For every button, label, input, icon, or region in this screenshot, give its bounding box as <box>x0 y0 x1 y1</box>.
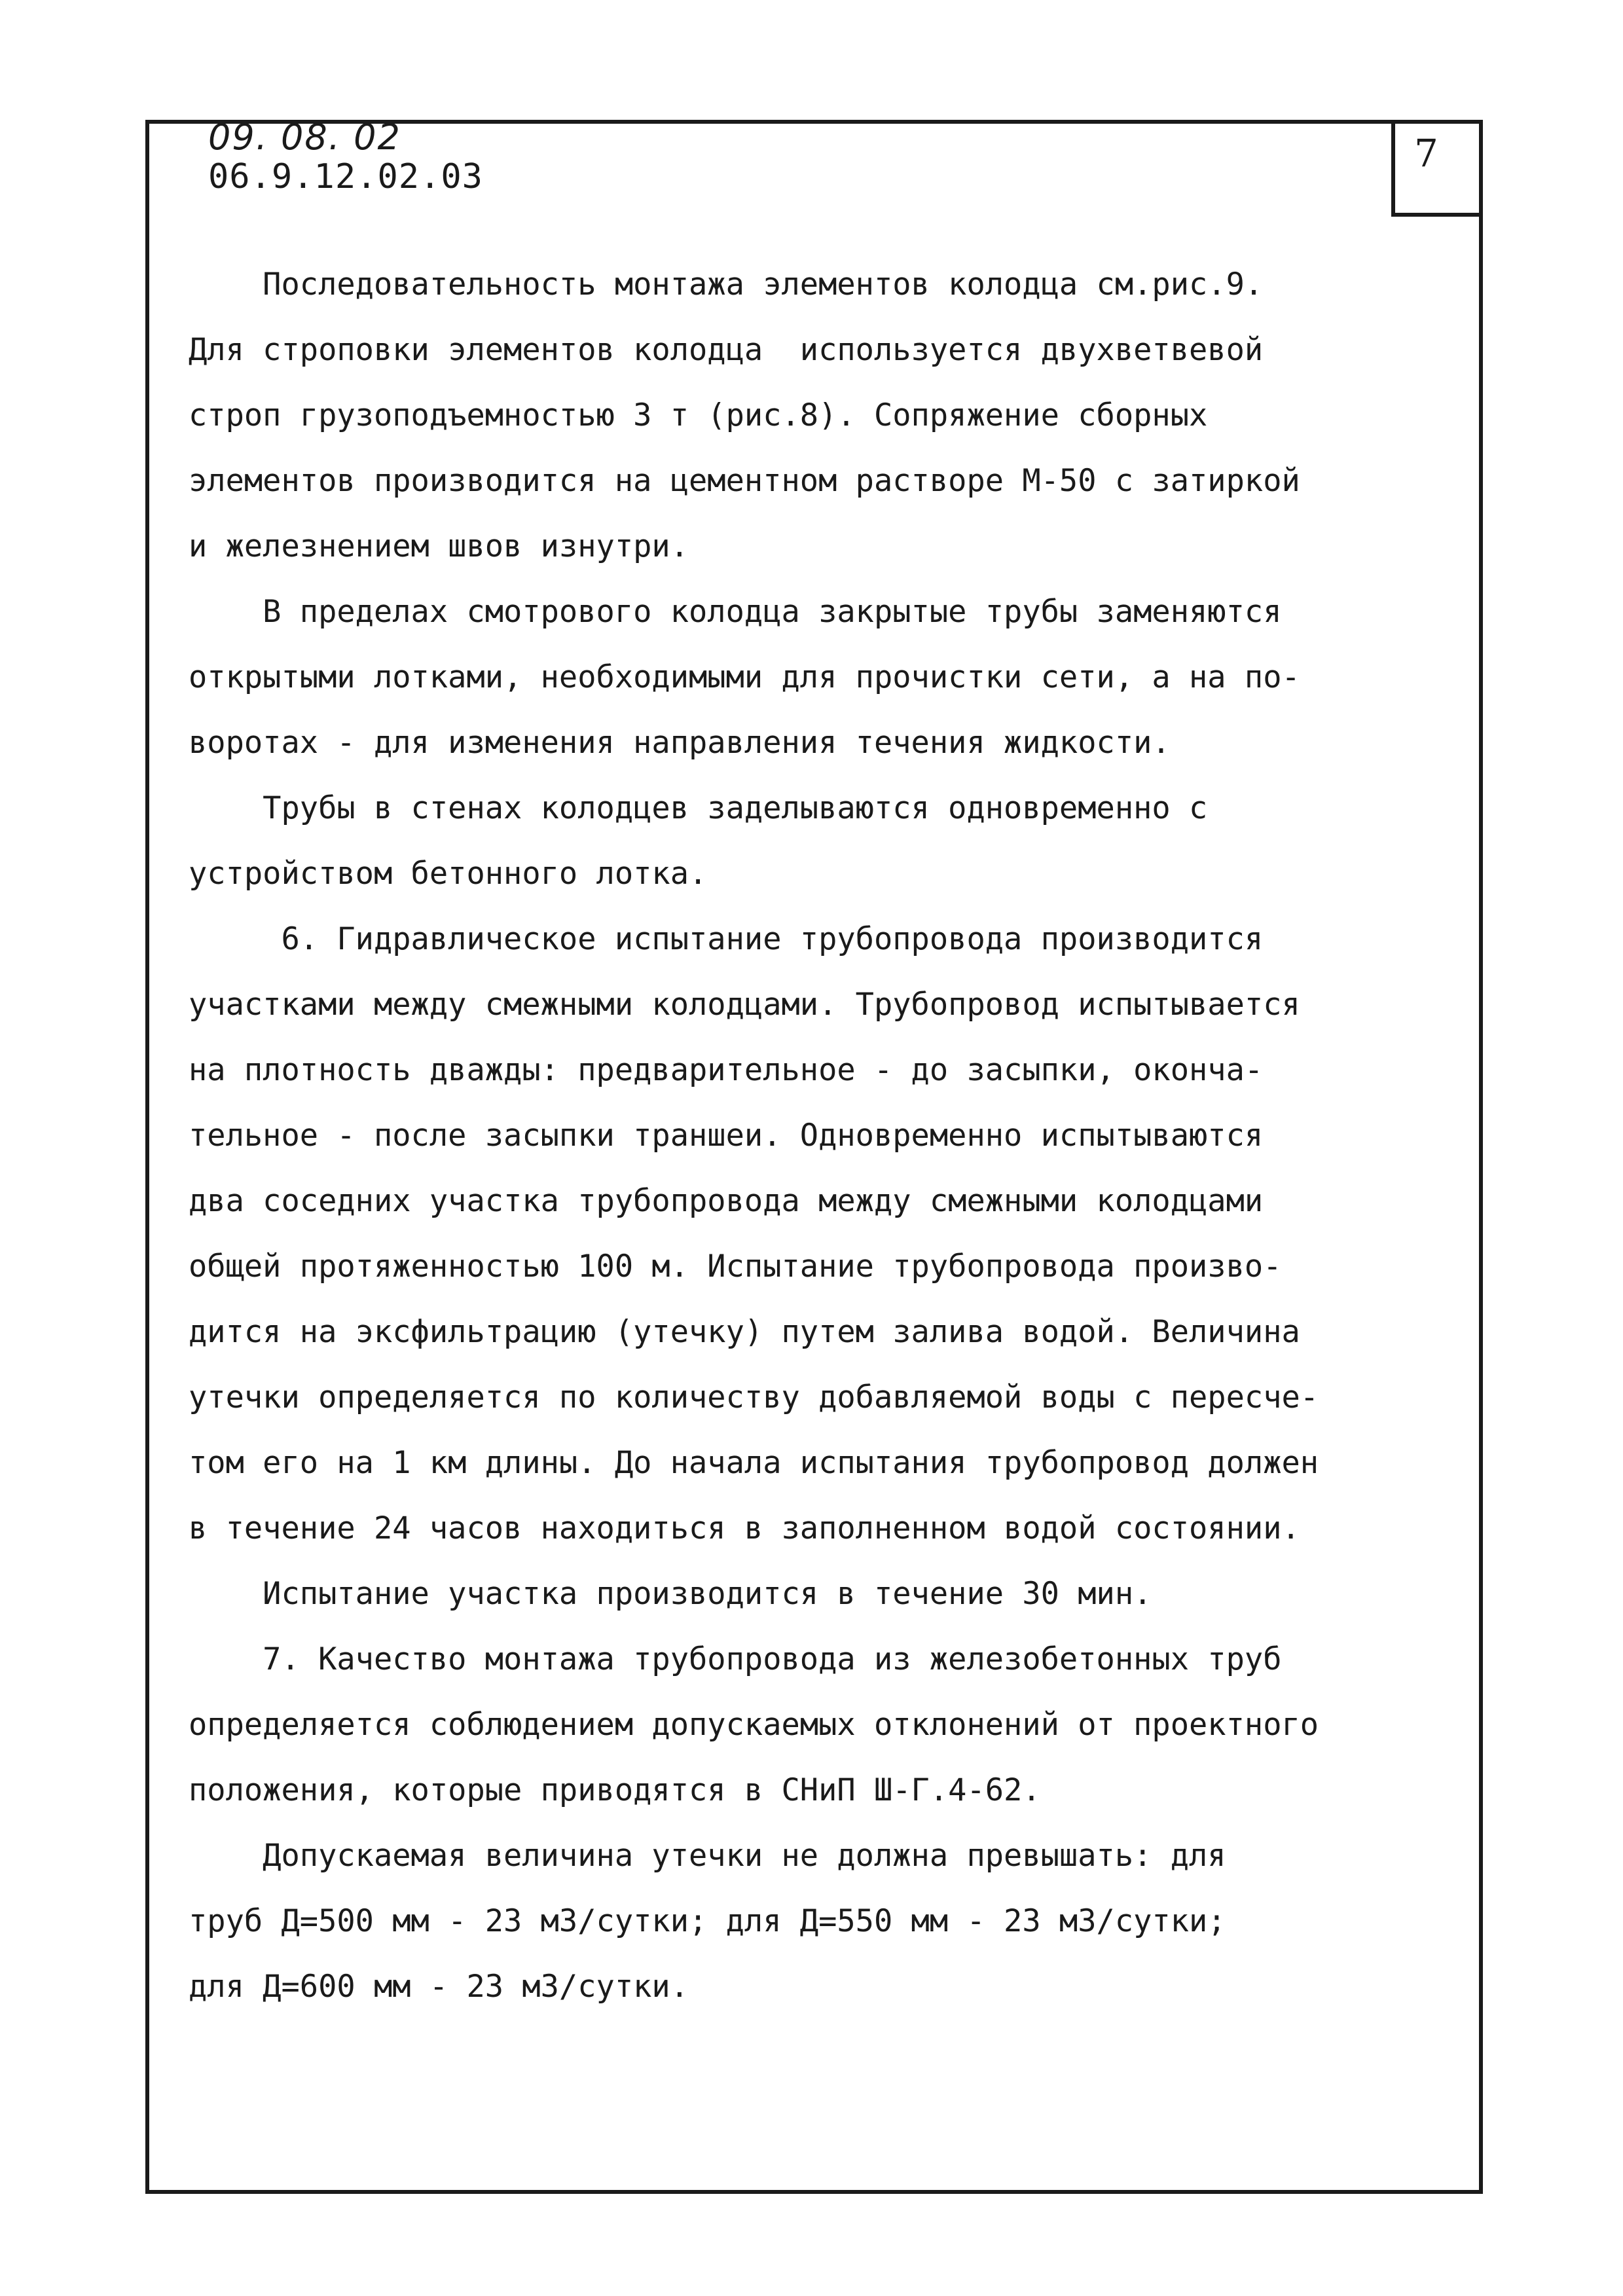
text-line: элементов производится на цементном растворе М-50 с затиркой <box>189 463 1300 499</box>
text-line: том его на 1 км длины. До начала испытания трубопровод должен <box>189 1445 1319 1481</box>
text-line: Допускаемая величина утечки не должна превышать: для <box>189 1838 1226 1874</box>
text-line: два соседних участка трубопровода между смежными колодцами <box>189 1183 1264 1219</box>
page-number: 7 <box>1414 131 1438 175</box>
text-line: и железнением швов изнутри. <box>189 528 689 564</box>
text-line: общей протяженностью 100 м. Испытание трубопровода произво- <box>189 1248 1282 1285</box>
text-line: 6. Гидравлическое испытание трубопровода производится <box>189 921 1264 957</box>
text-line: труб Д=500 мм - 23 м3/сутки; для Д=550 мм - 23 м3/сутки; <box>189 1903 1226 1939</box>
text-line: строп грузоподъемностью 3 т (рис.8). Сопряжение сборных <box>189 397 1208 433</box>
document-code: 06.9.12.02.03 <box>208 157 483 196</box>
text-line: 7. Качество монтажа трубопровода из железобетонных труб <box>189 1641 1282 1677</box>
text-line: на плотность дважды: предварительное - до засыпки, оконча- <box>189 1052 1264 1088</box>
text-line: воротах - для изменения направления течения жидкости. <box>189 725 1171 761</box>
text-line: устройством бетонного лотка. <box>189 856 708 892</box>
text-line: дится на эксфильтрацию (утечку) путем залива водой. Величина <box>189 1314 1300 1350</box>
text-line: тельное - после засыпки траншеи. Одновременно испытываются <box>189 1118 1264 1154</box>
text-line: положения, которые приводятся в СНиП Ш-Г.4-62. <box>189 1772 1041 1808</box>
text-line: В пределах смотрового колодца закрытые трубы заменяются <box>189 594 1282 630</box>
text-line: Трубы в стенах колодцев заделываются одновременно с <box>189 790 1208 826</box>
text-line: Испытание участка производится в течение 30 мин. <box>189 1576 1152 1612</box>
text-line: утечки определяется по количеству добавляемой воды с пересче- <box>189 1379 1319 1415</box>
text-line: в течение 24 часов находиться в заполненном водой состоянии. <box>189 1510 1300 1546</box>
text-line: для Д=600 мм - 23 м3/сутки. <box>189 1969 689 2005</box>
text-line: Для строповки элементов колодца используется двухветвевой <box>189 332 1264 368</box>
text-line: открытыми лотками, необходимыми для прочистки сети, а на по- <box>189 659 1300 695</box>
text-line: определяется соблюдением допускаемых отклонений от проектного <box>189 1707 1319 1743</box>
text-line: участками между смежными колодцами. Трубопровод испытывается <box>189 987 1300 1023</box>
handwritten-code: 09. 08. 02 <box>208 117 401 158</box>
body-text <box>189 252 1472 2020</box>
text-line: Последовательность монтажа элементов колодца см.рис.9. <box>189 266 1264 302</box>
